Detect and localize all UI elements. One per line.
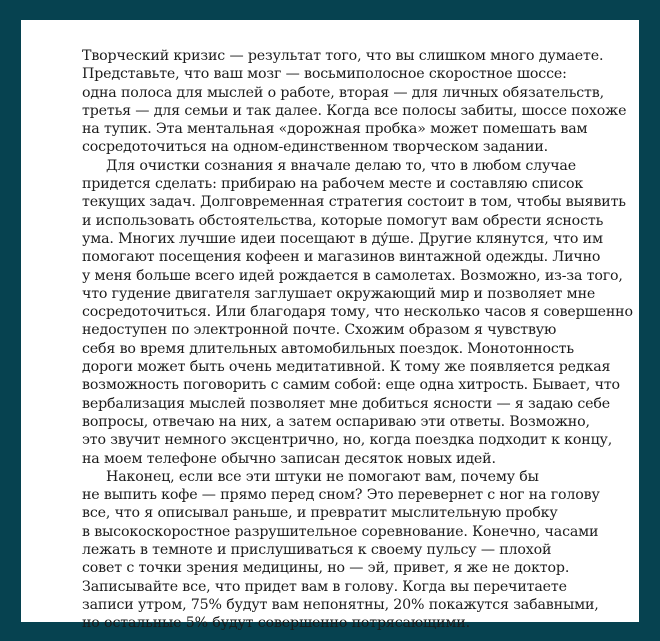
text-line: вербализация мыслей позволяет мне добиться ясности — я задаю себе xyxy=(82,395,611,412)
paragraph-2 xyxy=(82,157,633,468)
text-line: Представьте, что ваш мозг — восьмиполосное скоростное шоссе: xyxy=(82,66,567,83)
text-line: сосредоточиться. Или благодаря тому, что несколько часов я совершенно xyxy=(82,304,633,321)
text-line: лежать в темноте и прислушиваться к своему пульсу — плохой xyxy=(82,542,552,559)
text-line: на моем телефоне обычно записан десяток новых идей. xyxy=(82,450,496,467)
text-line: в высокоскоростное разрушительное соревнование. Конечно, часами xyxy=(82,523,599,540)
text-line: и использовать обстоятельства, которые помогут вам обрести ясность xyxy=(82,212,604,229)
text-line: Записывайте все, что придет вам в голову. Когда вы перечитаете xyxy=(82,578,567,595)
text-line: одна полоса для мыслей о работе, вторая — для личных обязательств, xyxy=(82,84,604,101)
paragraph-1 xyxy=(82,47,627,157)
text-line: но остальные 5% будут совершенно потрясающими. xyxy=(82,615,470,632)
text-line: текущих задач. Долговременная стратегия состоит в том, чтобы выявить xyxy=(82,194,626,211)
text-line: сосредоточиться на одном-единственном творческом задании. xyxy=(82,139,548,156)
paragraph-3 xyxy=(82,468,602,633)
text-line: все, что я описывал раньше, и превратит мыслительную пробку xyxy=(82,505,558,522)
text-line: недоступен по электронной почте. Схожим образом я чувствую xyxy=(82,322,557,339)
text-line: на тупик. Эта ментальная «дорожная пробка» может помешать вам xyxy=(82,121,588,138)
text-line: это звучит немного эксцентрично, но, когда поездка подходит к концу, xyxy=(82,432,613,449)
text-line: дороги может быть очень медитативной. К тому же появляется редкая xyxy=(82,359,611,376)
text-line: ума. Многих лучшие идеи посещают в ду́ше. Другие клянутся, что им xyxy=(82,230,603,247)
text-line: Творческий кризис — результат того, что вы слишком много думаете. xyxy=(82,48,604,64)
text-line: Наконец, если все эти штуки не помогают вам, почему бы xyxy=(106,468,539,485)
text-line: не выпить кофе — прямо перед сном? Это перевернет с ног на голову xyxy=(82,487,600,504)
text-line: у меня больше всего идей рождается в самолетах. Возможно, из-за того, xyxy=(82,267,623,284)
text-line: вопросы, отвечаю на них, а затем оспариваю эти ответы. Возможно, xyxy=(82,413,590,430)
text-line: записи утром, 75% будут вам непонятны, 20% покажутся забавными, xyxy=(82,596,599,613)
body-text xyxy=(82,47,633,633)
text-line: совет с точки зрения медицины, но — эй, привет, я же не доктор. xyxy=(82,560,570,577)
text-line: помогают посещения кофеен и магазинов винтажной одежды. Лично xyxy=(82,249,601,266)
text-line: третья — для семьи и так далее. Когда все полосы забиты, шоссе похоже xyxy=(82,102,627,119)
text-line: придется сделать: прибираю на рабочем месте и составляю список xyxy=(82,176,584,193)
text-line: возможность поговорить с самим собой: еще одна хитрость. Бывает, что xyxy=(82,377,620,394)
book-page xyxy=(21,20,639,632)
text-line: себя во время длительных автомобильных поездок. Монотонность xyxy=(82,340,574,357)
text-line: Для очистки сознания я вначале делаю то, что в любом случае xyxy=(106,157,576,174)
text-line: что гудение двигателя заглушает окружающий мир и позволяет мне xyxy=(82,285,596,302)
